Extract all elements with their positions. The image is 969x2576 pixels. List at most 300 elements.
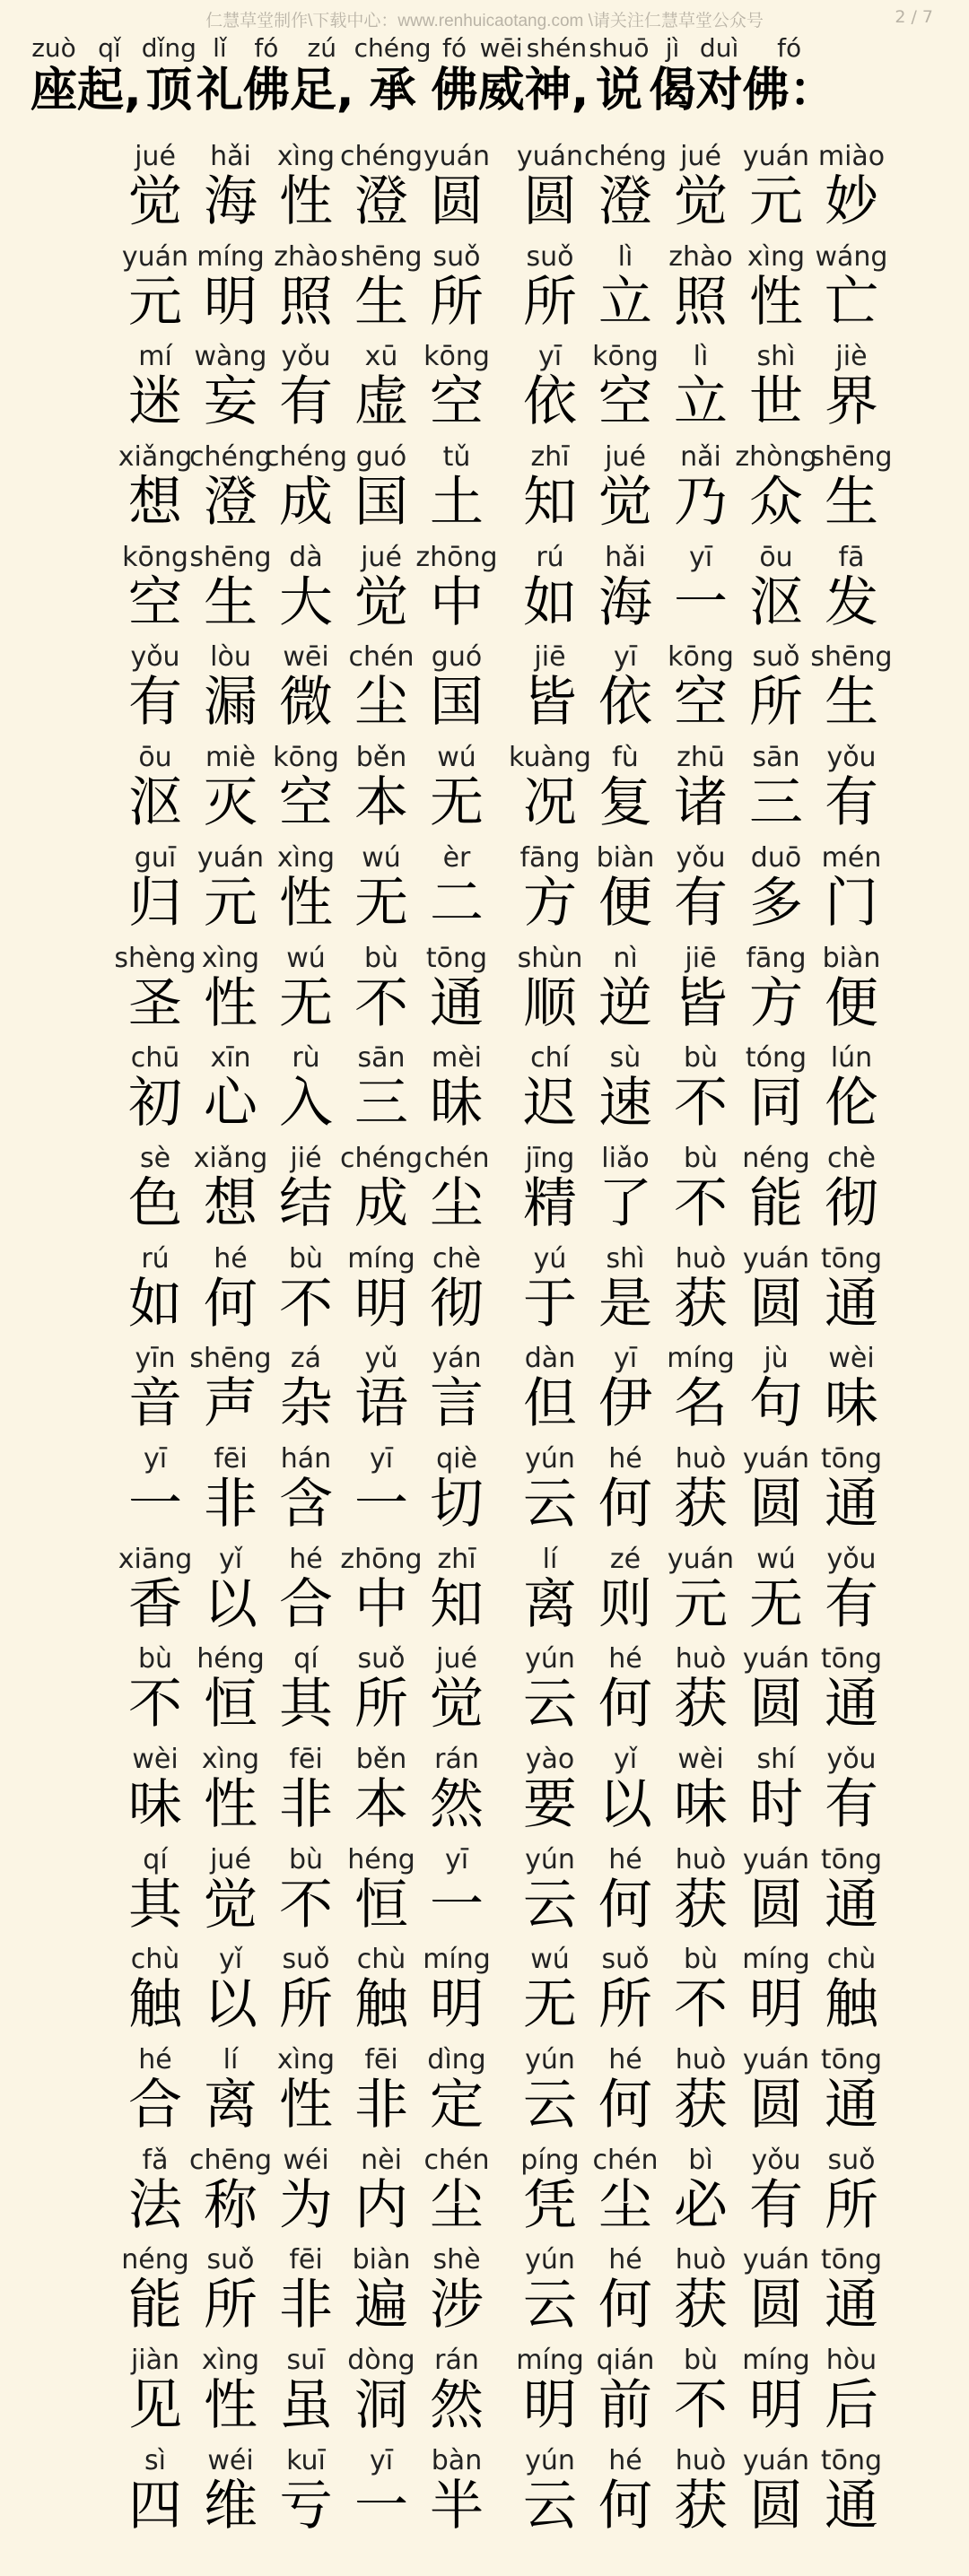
pinyin: xìng: [276, 2044, 336, 2076]
pinyin: dìng: [427, 2044, 486, 2076]
verse-list: [0, 136, 969, 2541]
pinyin: tōng: [820, 1843, 883, 1875]
hanzi: 明: [204, 270, 258, 334]
hanzi: 依: [598, 671, 652, 735]
hanzi: 时: [749, 1773, 803, 1836]
pinyin: xìng: [746, 240, 806, 273]
hanzi: 触: [354, 1973, 408, 2037]
pinyin: yīn: [135, 1343, 176, 1375]
hanzi: 知: [523, 471, 577, 535]
pinyin: hé: [214, 1242, 248, 1275]
pinyin: fā: [838, 541, 865, 573]
intro-line: [31, 34, 964, 118]
hanzi: 中: [354, 1572, 408, 1636]
hanzi: 国: [430, 671, 484, 735]
verse-half-right: [511, 2240, 888, 2339]
pinyin: lì: [617, 240, 633, 273]
pinyin: hán: [280, 1442, 332, 1475]
pinyin: mí: [138, 341, 172, 373]
hanzi: 迟: [523, 1072, 577, 1136]
pinyin: suǒ: [526, 240, 574, 273]
verse-row: [0, 938, 969, 1039]
pinyin: tóng: [745, 1042, 808, 1075]
hanzi: 言: [430, 1372, 484, 1436]
verse-char: [813, 336, 890, 436]
hanzi: 圆: [749, 1272, 803, 1336]
pinyin: wēi: [283, 641, 329, 674]
verse-char: [813, 1138, 890, 1238]
hanzi: 触: [128, 1973, 182, 2037]
pinyin: shēng: [189, 541, 272, 573]
hanzi: 了: [598, 1171, 652, 1235]
hanzi: 所: [204, 2274, 258, 2337]
hanzi: 所: [825, 2173, 878, 2237]
hanzi: 通: [825, 2474, 878, 2537]
hanzi: 有: [825, 771, 878, 835]
hanzi: 偈: [649, 64, 696, 117]
pinyin: tōng: [820, 2444, 883, 2476]
hanzi: 内: [354, 2173, 408, 2237]
pinyin: jiē: [534, 641, 566, 674]
hanzi: 明: [749, 2374, 803, 2438]
hanzi: 凭: [523, 2173, 577, 2237]
verse-half-left: [117, 2240, 493, 2339]
verse-char: [418, 2340, 495, 2440]
hanzi: 觉: [128, 170, 182, 233]
verse-row: [0, 2140, 969, 2241]
pinyin: mèi: [431, 1042, 482, 1075]
hanzi: 元: [749, 170, 803, 233]
hanzi: 圆: [523, 170, 577, 233]
pinyin: chén: [423, 1142, 490, 1174]
pinyin: chù: [356, 1944, 406, 1976]
pinyin: yún: [525, 1843, 575, 1875]
pinyin: jiē: [685, 942, 717, 974]
verse-row: [0, 2340, 969, 2441]
pinyin: sù: [609, 1042, 642, 1075]
pinyin: dòng: [347, 2345, 415, 2377]
pinyin: chén: [348, 641, 415, 674]
hanzi: 四: [128, 2474, 182, 2537]
verse-char: [813, 1038, 890, 1137]
hanzi: 大: [279, 570, 333, 634]
pinyin: dǐng: [141, 33, 196, 63]
pinyin: wèi: [828, 1343, 875, 1375]
pinyin: suǒ: [357, 1643, 406, 1675]
pinyin: fēi: [364, 2044, 398, 2076]
pinyin: shí: [756, 1744, 796, 1775]
hanzi: 不: [128, 1673, 182, 1736]
hanzi: 切: [430, 1472, 484, 1536]
verse-half-right: [511, 1239, 888, 1338]
hanzi: 云: [523, 1673, 577, 1736]
pinyin: chéng: [339, 1142, 423, 1174]
hanzi: 觉: [354, 570, 408, 634]
verse-half-left: [117, 1840, 493, 1939]
pinyin: yún: [525, 1442, 575, 1475]
verse-char: [415, 537, 498, 637]
hanzi: 土: [430, 471, 484, 535]
pinyin: tōng: [425, 942, 488, 974]
pinyin: sān: [357, 1042, 406, 1075]
pinyin: kōng: [122, 541, 188, 573]
hanzi: 澄: [204, 471, 258, 535]
hanzi: 觉: [598, 471, 652, 535]
hanzi: 佛: [431, 64, 478, 117]
hanzi: 无: [279, 971, 333, 1035]
hanzi: 云: [523, 1472, 577, 1536]
pinyin: míng: [196, 240, 265, 273]
verse-char: [813, 1439, 890, 1538]
pinyin: suǒ: [827, 2144, 876, 2176]
verse-half-left: [117, 2340, 493, 2440]
pinyin: tōng: [820, 2244, 883, 2276]
pinyin: chéng: [188, 441, 273, 474]
pinyin: héng: [196, 1643, 265, 1675]
intro-char: [589, 34, 649, 118]
pinyin: míng: [667, 1343, 735, 1375]
pinyin: fāng: [746, 942, 807, 974]
verse-char: [813, 2040, 890, 2139]
pinyin: shùn: [517, 942, 583, 974]
verse-char: [418, 1338, 495, 1438]
pinyin: huò: [675, 1643, 727, 1675]
pinyin: tōng: [820, 2044, 883, 2076]
verse-half-right: [511, 537, 888, 637]
hanzi: 恒: [204, 1673, 258, 1736]
verse-row: [0, 1939, 969, 2040]
verse-row: [0, 2040, 969, 2140]
hanzi: 非: [279, 2274, 333, 2337]
pinyin: qí: [293, 1643, 319, 1675]
hanzi: 以: [204, 1973, 258, 2037]
pinyin: jīng: [525, 1142, 575, 1174]
hanzi: 生: [825, 671, 878, 735]
verse-half-right: [511, 2140, 888, 2240]
hanzi: 性: [749, 270, 803, 334]
hanzi: 色: [128, 1171, 182, 1235]
pinyin: wú: [756, 1543, 796, 1575]
hanzi: 何: [598, 2474, 652, 2537]
verse-char: [418, 2040, 495, 2139]
hanzi: 想: [128, 471, 182, 535]
pinyin: wáng: [815, 240, 888, 273]
hanzi: 界: [825, 370, 878, 434]
intro-char: [196, 34, 243, 118]
verse-half-right: [511, 2040, 888, 2139]
hanzi: 况: [523, 771, 577, 835]
pinyin: yǐ: [218, 1543, 243, 1575]
page-header: [0, 0, 969, 30]
hanzi: 名: [674, 1372, 728, 1436]
pinyin: suǒ: [601, 1944, 650, 1976]
pinyin: bù: [288, 1242, 324, 1275]
verse-half-right: [511, 237, 888, 336]
pinyin: hé: [608, 2244, 642, 2276]
pinyin: huò: [675, 2244, 727, 2276]
hanzi: 明: [430, 1973, 484, 2037]
hanzi: 语: [354, 1372, 408, 1436]
hanzi: 二: [430, 871, 484, 935]
pinyin: rù: [292, 1042, 320, 1075]
pinyin: nèi: [361, 2144, 402, 2176]
pinyin: hé: [608, 1442, 642, 1475]
pinyin: wàng: [194, 341, 267, 373]
hanzi: 云: [523, 2274, 577, 2337]
hanzi: 香: [128, 1572, 182, 1636]
hanzi: 获: [674, 1873, 728, 1936]
pinyin: biàn: [352, 2244, 411, 2276]
pinyin: yǒu: [826, 742, 877, 774]
hanzi: 有: [825, 1773, 878, 1836]
hanzi: 法: [128, 2173, 182, 2237]
pinyin: yuán: [423, 141, 491, 172]
pinyin: shén: [526, 33, 588, 63]
pinyin: zhào: [668, 240, 733, 273]
pinyin: bù: [363, 942, 399, 974]
pinyin: bì: [688, 2144, 713, 2176]
hanzi: 一: [128, 1472, 182, 1536]
hanzi: 生: [204, 570, 258, 634]
verse-half-left: [117, 1239, 493, 1338]
hanzi: 一: [354, 2474, 408, 2537]
verse-half-left: [117, 637, 493, 736]
hanzi: 云: [523, 1873, 577, 1936]
pinyin: běn: [355, 742, 407, 774]
hanzi: 空: [128, 570, 182, 634]
hanzi: 立: [598, 270, 652, 334]
verse-half-left: [117, 1939, 493, 2039]
hanzi: 觉: [204, 1873, 258, 1936]
verse-char: [813, 2240, 890, 2339]
pinyin: huò: [675, 1442, 727, 1475]
verse-half-right: [511, 1038, 888, 1137]
pinyin: qiè: [436, 1442, 477, 1475]
pinyin: lí: [223, 2044, 239, 2076]
pinyin: lòu: [210, 641, 251, 674]
verse-row: [0, 237, 969, 337]
pinyin: shēng: [189, 1343, 272, 1375]
verse-half-right: [511, 1338, 888, 1438]
hanzi: 获: [674, 2474, 728, 2537]
pinyin: shèng: [114, 942, 196, 974]
pinyin: yǒu: [826, 1543, 877, 1575]
verse-char: [813, 1338, 890, 1438]
intro-char: [743, 34, 836, 118]
pinyin: yī: [444, 1843, 469, 1875]
pinyin: dàn: [524, 1343, 576, 1375]
verse-char: [418, 336, 495, 436]
verse-half-left: [117, 336, 493, 436]
verse-char: [418, 2441, 495, 2540]
pinyin: suǒ: [282, 1944, 330, 1976]
hanzi: 便: [598, 871, 652, 935]
hanzi: 然: [430, 2374, 484, 2438]
pinyin: shēng: [810, 441, 893, 474]
hanzi: 妄: [204, 370, 258, 434]
pinyin: yuán: [742, 2044, 810, 2076]
pinyin: suǒ: [752, 641, 800, 674]
hanzi: 何: [598, 1472, 652, 1536]
pinyin: yuán: [742, 141, 810, 172]
pinyin: míng: [742, 2345, 810, 2377]
verse-char: [418, 1439, 495, 1538]
hanzi: 杂: [279, 1372, 333, 1436]
verse-row: [0, 1739, 969, 1840]
hanzi: 所: [749, 671, 803, 735]
verse-row: [0, 1539, 969, 1640]
pinyin: mén: [821, 841, 882, 874]
pinyin: xìng: [201, 1744, 260, 1775]
pinyin: fāng: [519, 841, 581, 874]
pinyin: fó: [442, 33, 467, 63]
hanzi: 尘: [354, 671, 408, 735]
hanzi: 有: [128, 671, 182, 735]
hanzi: 威: [477, 64, 525, 117]
page-number: 2 / 7: [895, 7, 933, 27]
hanzi: 佛：: [742, 64, 836, 117]
pinyin: shēng: [340, 240, 423, 273]
pinyin: kōng: [592, 341, 659, 373]
hanzi: 通: [825, 1272, 878, 1336]
pinyin: jiàn: [130, 2345, 180, 2377]
intro-char: [77, 34, 142, 118]
hanzi: 无: [749, 1572, 803, 1636]
hanzi: 恒: [354, 1873, 408, 1936]
verse-char: [418, 1138, 495, 1238]
pinyin: míng: [423, 1944, 491, 1976]
pinyin: wéi: [283, 2144, 329, 2176]
pinyin: yuán: [742, 1242, 810, 1275]
verse-half-right: [511, 1138, 888, 1238]
hanzi: 不: [674, 1973, 728, 2037]
hanzi: 海: [204, 170, 258, 233]
pinyin: zhào: [274, 240, 338, 273]
verse-row: [0, 2441, 969, 2541]
hanzi: 生: [825, 471, 878, 535]
verse-char: [418, 237, 495, 336]
verse-half-left: [117, 136, 493, 236]
verse-row: [0, 1138, 969, 1239]
pinyin: jì: [665, 33, 680, 63]
pinyin: bù: [683, 1042, 719, 1075]
hanzi: 性: [204, 971, 258, 1035]
pinyin: shuō: [589, 33, 650, 63]
hanzi: 含: [279, 1472, 333, 1536]
verse-char: [418, 1639, 495, 1738]
pinyin: qǐ: [98, 33, 121, 63]
hanzi: 圆: [749, 2474, 803, 2537]
hanzi: 海: [598, 570, 652, 634]
pinyin: yuán: [121, 240, 189, 273]
pinyin: shè: [432, 2244, 481, 2276]
verse-row: [0, 136, 969, 237]
verse-half-right: [511, 1939, 888, 2039]
hanzi: 非: [204, 1472, 258, 1536]
hanzi: 所: [523, 270, 577, 334]
hanzi: 中: [430, 570, 484, 634]
pinyin: jué: [680, 141, 721, 172]
hanzi: 离: [204, 2074, 258, 2137]
pinyin: suǒ: [206, 2244, 255, 2276]
pinyin: bù: [288, 1843, 324, 1875]
intro-row: [31, 34, 964, 118]
intro-char: [478, 34, 525, 118]
hanzi: 性: [204, 2374, 258, 2438]
pinyin: xiǎng: [118, 441, 193, 474]
verse-char: [418, 1038, 495, 1137]
pinyin: xìng: [276, 841, 336, 874]
pinyin: chéng: [264, 441, 348, 474]
hanzi: 性: [279, 871, 333, 935]
hanzi: 明: [749, 1973, 803, 2037]
hanzi: 不: [674, 1072, 728, 1136]
hanzi: 前: [598, 2374, 652, 2438]
pinyin: xiāng: [118, 1543, 193, 1575]
hanzi: 所: [354, 1673, 408, 1736]
hanzi: 逆: [598, 971, 652, 1035]
hanzi: 复: [598, 771, 652, 835]
hanzi: 虚: [354, 370, 408, 434]
hanzi: 澄: [598, 170, 652, 233]
verse-char: [813, 2140, 890, 2240]
pinyin: qí: [143, 1843, 168, 1875]
hanzi: 国: [354, 471, 408, 535]
hanzi: 通: [825, 2274, 878, 2337]
verse-row: [0, 637, 969, 737]
verse-row: [0, 336, 969, 437]
hanzi: 有: [825, 1572, 878, 1636]
pinyin: zú: [307, 33, 336, 63]
verse-row: [0, 737, 969, 838]
verse-half-left: [117, 237, 493, 336]
hanzi: 于: [523, 1272, 577, 1336]
verse-row: [0, 537, 969, 638]
pinyin: yuán: [742, 2444, 810, 2476]
hanzi: 心: [204, 1072, 258, 1136]
pinyin: chí: [530, 1042, 570, 1075]
pinyin: èr: [442, 841, 471, 874]
pinyin: hǎi: [210, 141, 251, 172]
pinyin: bù: [683, 1142, 719, 1174]
pinyin: hé: [608, 1643, 642, 1675]
hanzi: 照: [674, 270, 728, 334]
hanzi: 门: [825, 871, 878, 935]
hanzi: 云: [523, 2474, 577, 2537]
verse-half-left: [117, 737, 493, 837]
verse-char: [810, 437, 893, 536]
hanzi: 明: [354, 1272, 408, 1336]
hanzi: 无: [430, 771, 484, 835]
hanzi: 妙: [825, 170, 878, 233]
hanzi: 获: [674, 2074, 728, 2137]
pinyin: rán: [434, 2345, 479, 2377]
hanzi: 元: [128, 270, 182, 334]
intro-char: [290, 34, 354, 118]
hanzi: 合: [279, 1572, 333, 1636]
pinyin: fēi: [289, 1744, 323, 1775]
hanzi: 顺: [523, 971, 577, 1035]
pinyin: yán: [432, 1343, 482, 1375]
verse-char: [418, 2240, 495, 2339]
hanzi: 同: [749, 1072, 803, 1136]
hanzi: 元: [674, 1572, 728, 1636]
verse-half-left: [117, 437, 493, 536]
pinyin: zhī: [530, 441, 570, 474]
verse-half-right: [511, 136, 888, 236]
verse-half-left: [117, 1038, 493, 1137]
verse-half-right: [511, 838, 888, 937]
